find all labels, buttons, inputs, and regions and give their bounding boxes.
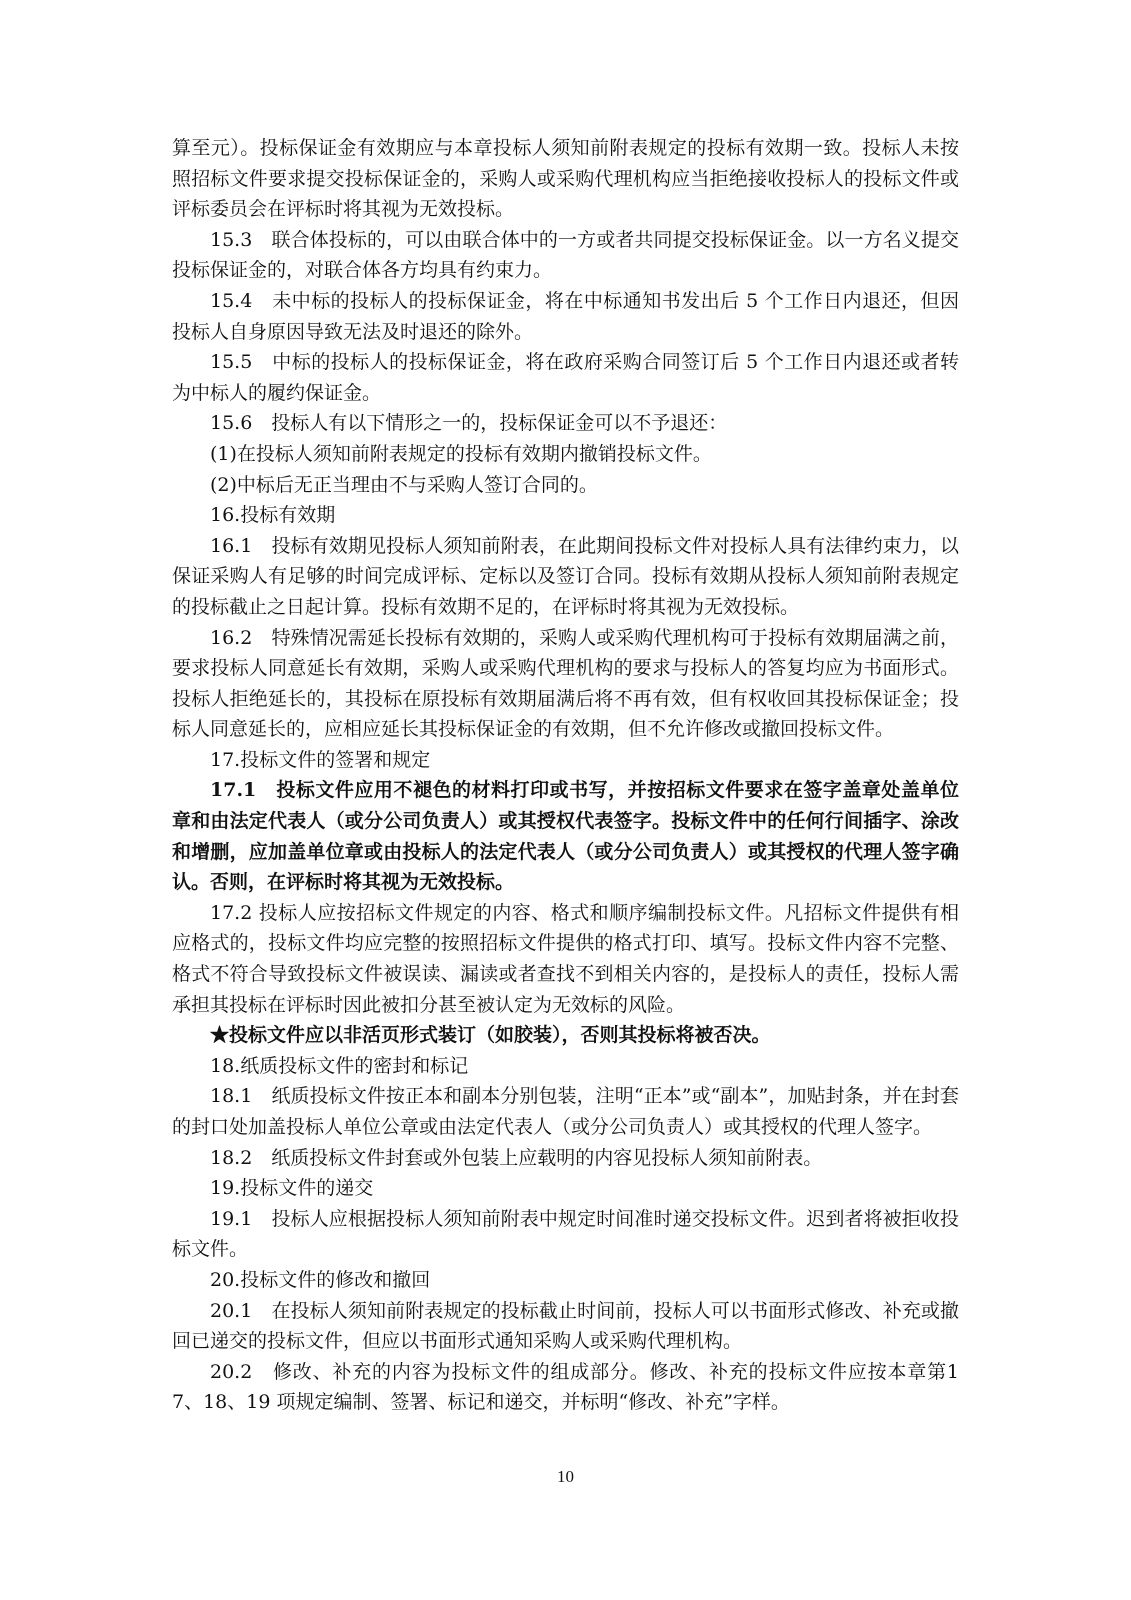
paragraph: 15.6 投标人有以下情形之一的，投标保证金可以不予退还：: [210, 412, 728, 435]
list-item: (1)在投标人须知前附表规定的投标有效期内撤销投标文件。: [210, 442, 712, 465]
paragraph: 16.1 投标有效期见投标人须知前附表，在此期间投标文件对投标人具有法律约束力，以保证采购人有足够的时间完成评标、定标以及签订合同。投标有效期从投标人须知前附表规定的投标截止之日起计算。投标有效期不足的，在评标时将其视为无效投标。: [172, 534, 959, 618]
paragraph: 16.2 特殊情况需延长投标有效期的，采购人或采购代理机构可于投标有效期届满之前，要求投标人同意延长有效期，采购人或采购代理机构的要求与投标人的答复均应为书面形式。投标人拒绝延长的，其投标在原投标有效期届满后将不再有效，但有权收回其投标保证金；投标人同意延长的，应相应延长其投标保证金的有效期，但不允许修改或撤回投标文件。: [172, 626, 959, 741]
paragraph: 18.1 纸质投标文件按正本和副本分别包装，注明“正本”或“副本”，加贴封条，并在封套的封口处加盖投标人单位公章或由法定代表人（或分公司负责人）或其授权的代理人签字。: [172, 1085, 959, 1138]
section-heading: 20.投标文件的修改和撤回: [210, 1268, 431, 1291]
paragraph: 15.3 联合体投标的，可以由联合体中的一方或者共同提交投标保证金。以一方名义提交投标保证金的，对联合体各方均具有约束力。: [172, 228, 959, 282]
paragraph: 15.5 中标的投标人的投标保证金，将在政府采购合同签订后 5 个工作日内退还或者转为中标人的履约保证金。: [172, 351, 959, 404]
document-body: [172, 133, 959, 1418]
paragraph: 17.2 投标人应按招标文件规定的内容、格式和顺序编制投标文件。凡招标文件提供有相应格式的，投标文件均应完整的按照招标文件提供的格式打印、填写。投标文件内容不完整、格式不符合导致投标文件被误读、漏读或者查找不到相关内容的，是投标人的责任，投标人需承担其投标在评标时因此被扣分甚至被认定为无效标的风险。: [172, 901, 959, 1016]
paragraph: 20.1 在投标人须知前附表规定的投标截止时间前，投标人可以书面形式修改、补充或撤回已递交的投标文件，但应以书面形式通知采购人或采购代理机构。: [172, 1299, 959, 1353]
section-heading: 16.投标有效期: [210, 504, 336, 527]
paragraph: 18.2 纸质投标文件封套或外包装上应载明的内容见投标人须知前附表。: [210, 1146, 823, 1169]
section-heading: 19.投标文件的递交: [210, 1177, 374, 1200]
bold-paragraph: 17.1 投标文件应用不褪色的材料打印或书写，并按招标文件要求在签字盖章处盖单位章和由法定代表人（或分公司负责人）或其授权代表签字。投标文件中的任何行间插字、涂改和增删，应加盖单位章或由投标人的法定代表人（或分公司负责人）或其授权的代理人签字确认。否则，在评标时将其视为无效投标。: [172, 779, 959, 894]
paragraph: 19.1 投标人应根据投标人须知前附表中规定时间准时递交投标文件。迟到者将被拒收投标文件。: [172, 1207, 959, 1261]
paragraph: 20.2 修改、补充的内容为投标文件的组成部分。修改、补充的投标文件应按本章第17、18、19 项规定编制、签署、标记和递交，并标明“修改、补充”字样。: [172, 1360, 959, 1414]
page-number: 10: [557, 1467, 574, 1486]
section-heading: 17.投标文件的签署和规定: [210, 748, 431, 771]
bold-notice: ★投标文件应以非活页形式装订（如胶装），否则其投标将被否决。: [210, 1024, 771, 1047]
paragraph: 15.4 未中标的投标人的投标保证金，将在中标通知书发出后 5 个工作日内退还，但因投标人自身原因导致无法及时退还的除外。: [172, 289, 959, 343]
list-item: (2)中标后无正当理由不与采购人签订合同的。: [210, 473, 598, 496]
section-heading: 18.纸质投标文件的密封和标记: [210, 1054, 469, 1077]
paragraph: 算至元）。投标保证金有效期应与本章投标人须知前附表规定的投标有效期一致。投标人未按照招标文件要求提交投标保证金的，采购人或采购代理机构应当拒绝接收投标人的投标文件或评标委员会在评标时将其视为无效投标。: [172, 137, 959, 221]
